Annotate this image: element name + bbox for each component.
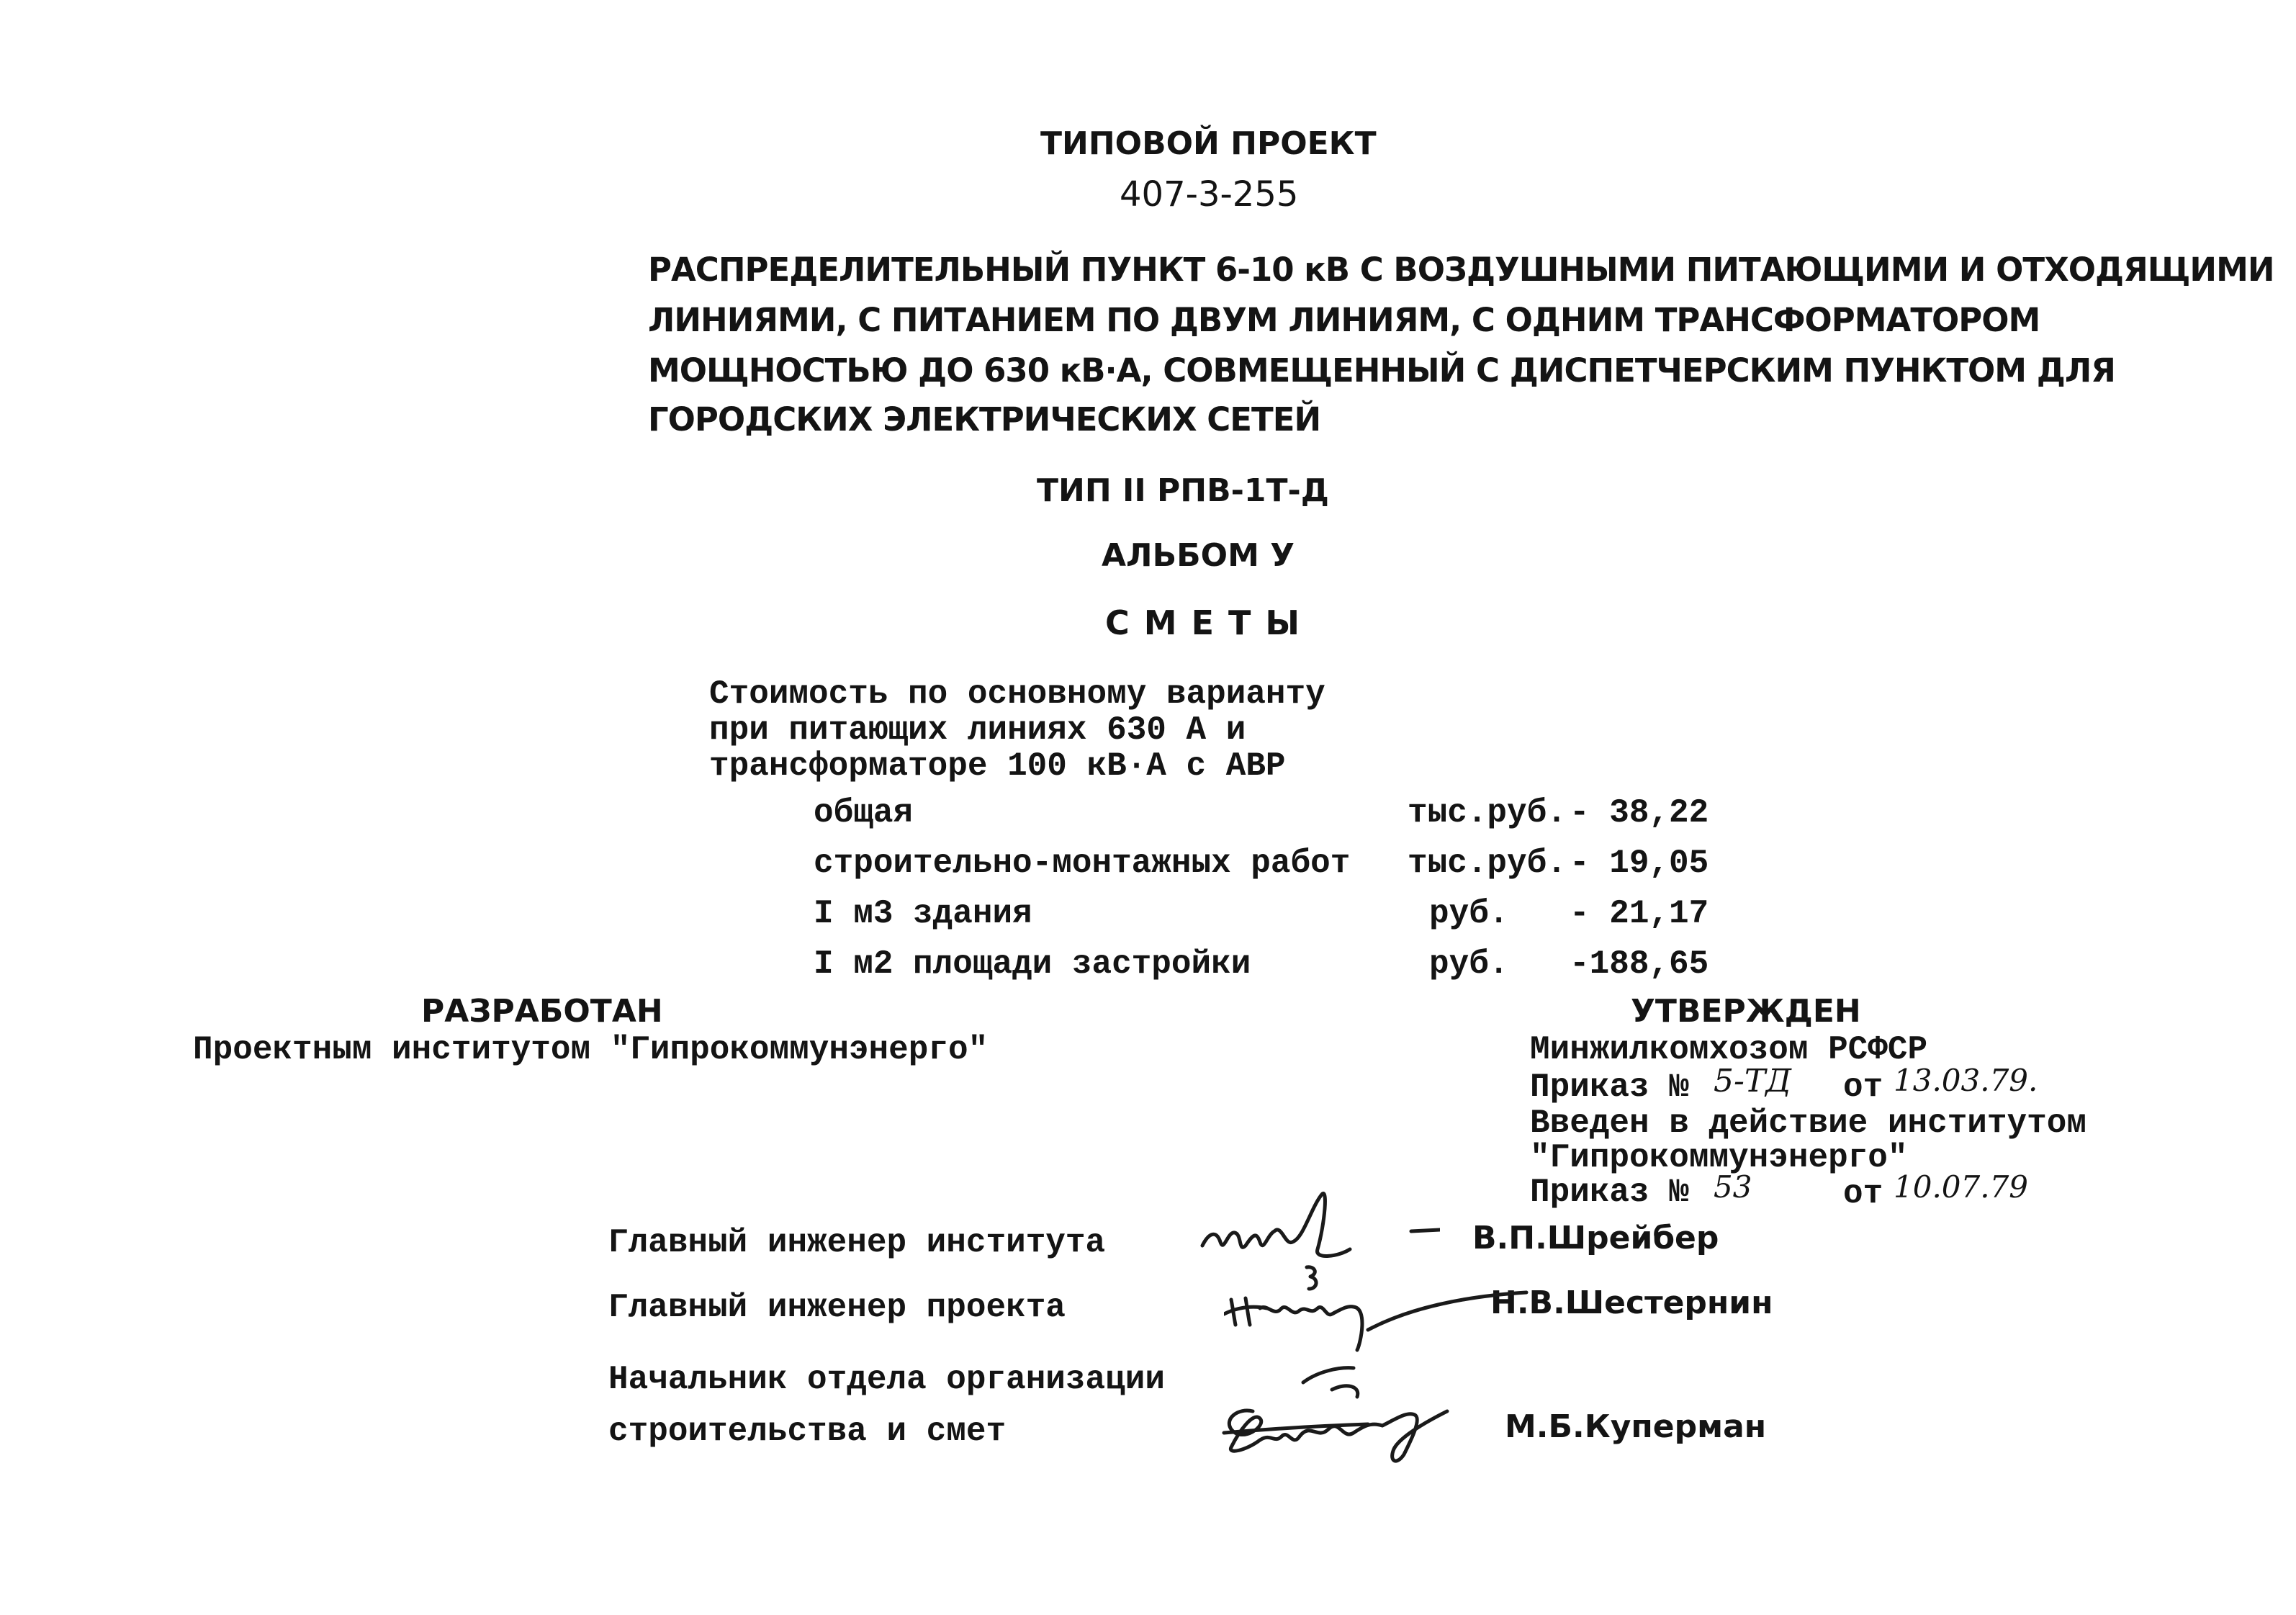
cost-intro-line-1: Стоимость по основному варианту (709, 675, 1325, 713)
cost-value-per-m2: -188,65 (1570, 945, 1709, 983)
signatory-2-role: Главный инженер проекта (608, 1289, 1066, 1326)
developed-by: Проектным институтом "Гипрокоммунэнерго" (193, 1031, 989, 1069)
album-label: АЛЬБОМ У (1102, 537, 1295, 574)
signatory-1-name: В.П.Шрейбер (1472, 1220, 1719, 1256)
cost-unit-per-m3: руб. (1429, 895, 1509, 932)
order2-date: 10.07.79 (1894, 1169, 2029, 1205)
cost-label-per-m2: I м2 площади застройки (814, 945, 1251, 983)
title-line-3: МОЩНОСТЬЮ ДО 630 кВ·А, СОВМЕЩЕННЫЙ С ДИСПЕТЧЕРСКИМ ПУНКТОМ ДЛЯ (648, 351, 2115, 390)
doc-type-heading: ТИПОВОЙ ПРОЕКТ (1040, 125, 1377, 162)
cost-unit-per-m2: руб. (1429, 945, 1509, 983)
signature-kuperman (1210, 1354, 1498, 1483)
cost-value-construction: - 19,05 (1570, 845, 1709, 882)
cost-unit-construction: тыс.руб. (1408, 845, 1567, 882)
cost-label-per-m3: I м3 здания (814, 895, 1032, 932)
cost-value-per-m3: - 21,17 (1570, 895, 1709, 932)
title-line-1: РАСПРЕДЕЛИТЕЛЬНЫЙ ПУНКТ 6-10 кВ С ВОЗДУШНЫМИ ПИТАЮЩИМИ И ОТХОДЯЩИМИ (648, 251, 2274, 289)
signatory-2-name: Н.В.Шестернин (1490, 1285, 1773, 1321)
cost-label-total: общая (814, 794, 914, 832)
order1-date-label: от (1843, 1069, 1883, 1106)
order1-date: 13.03.79. (1894, 1063, 2038, 1098)
introducing-institute: "Гипрокоммунэнерго" (1530, 1139, 1908, 1177)
signatory-3-role-line-2: строительства и смет (608, 1413, 1007, 1450)
approved-heading: УТВЕРЖДЕН (1631, 993, 1861, 1030)
type-label: ТИП II РПВ-1Т-Д (1037, 472, 1329, 509)
order1-number: 5-ТД (1714, 1063, 1791, 1099)
project-number: 407-3-255 (1120, 174, 1299, 215)
cost-label-construction: строительно-монтажных работ (814, 845, 1351, 882)
order1-label: Приказ № (1530, 1069, 1689, 1106)
signatory-1-role: Главный инженер института (608, 1224, 1106, 1261)
approved-by: Минжилкомхозом РСФСР (1530, 1031, 1928, 1069)
order2-label: Приказ № (1530, 1174, 1689, 1211)
cost-intro-line-3: трансформаторе 100 кВ·А с АВР (709, 747, 1286, 785)
section-title: С М Е Т Ы (1105, 603, 1302, 642)
cost-value-total: - 38,22 (1570, 794, 1709, 832)
cost-intro-line-2: при питающих линиях 630 А и (709, 711, 1246, 749)
developed-heading: РАЗРАБОТАН (421, 993, 663, 1030)
signatory-3-role-line-1: Начальник отдела организации (608, 1361, 1165, 1398)
title-line-2: ЛИНИЯМИ, С ПИТАНИЕМ ПО ДВУМ ЛИНИЯМ, С ОДНИМ ТРАНСФОРМАТОРОМ (648, 301, 2040, 339)
signatory-3-name: М.Б.Куперман (1505, 1408, 1767, 1445)
introduced-line: Введен в действие институтом (1530, 1105, 2086, 1142)
order2-number: 53 (1714, 1169, 1752, 1205)
order2-date-label: от (1843, 1175, 1883, 1213)
cost-unit-total: тыс.руб. (1408, 794, 1567, 832)
signature-shesternin (1224, 1264, 1570, 1357)
title-line-4: ГОРОДСКИХ ЭЛЕКТРИЧЕСКИХ СЕТЕЙ (648, 400, 1321, 438)
